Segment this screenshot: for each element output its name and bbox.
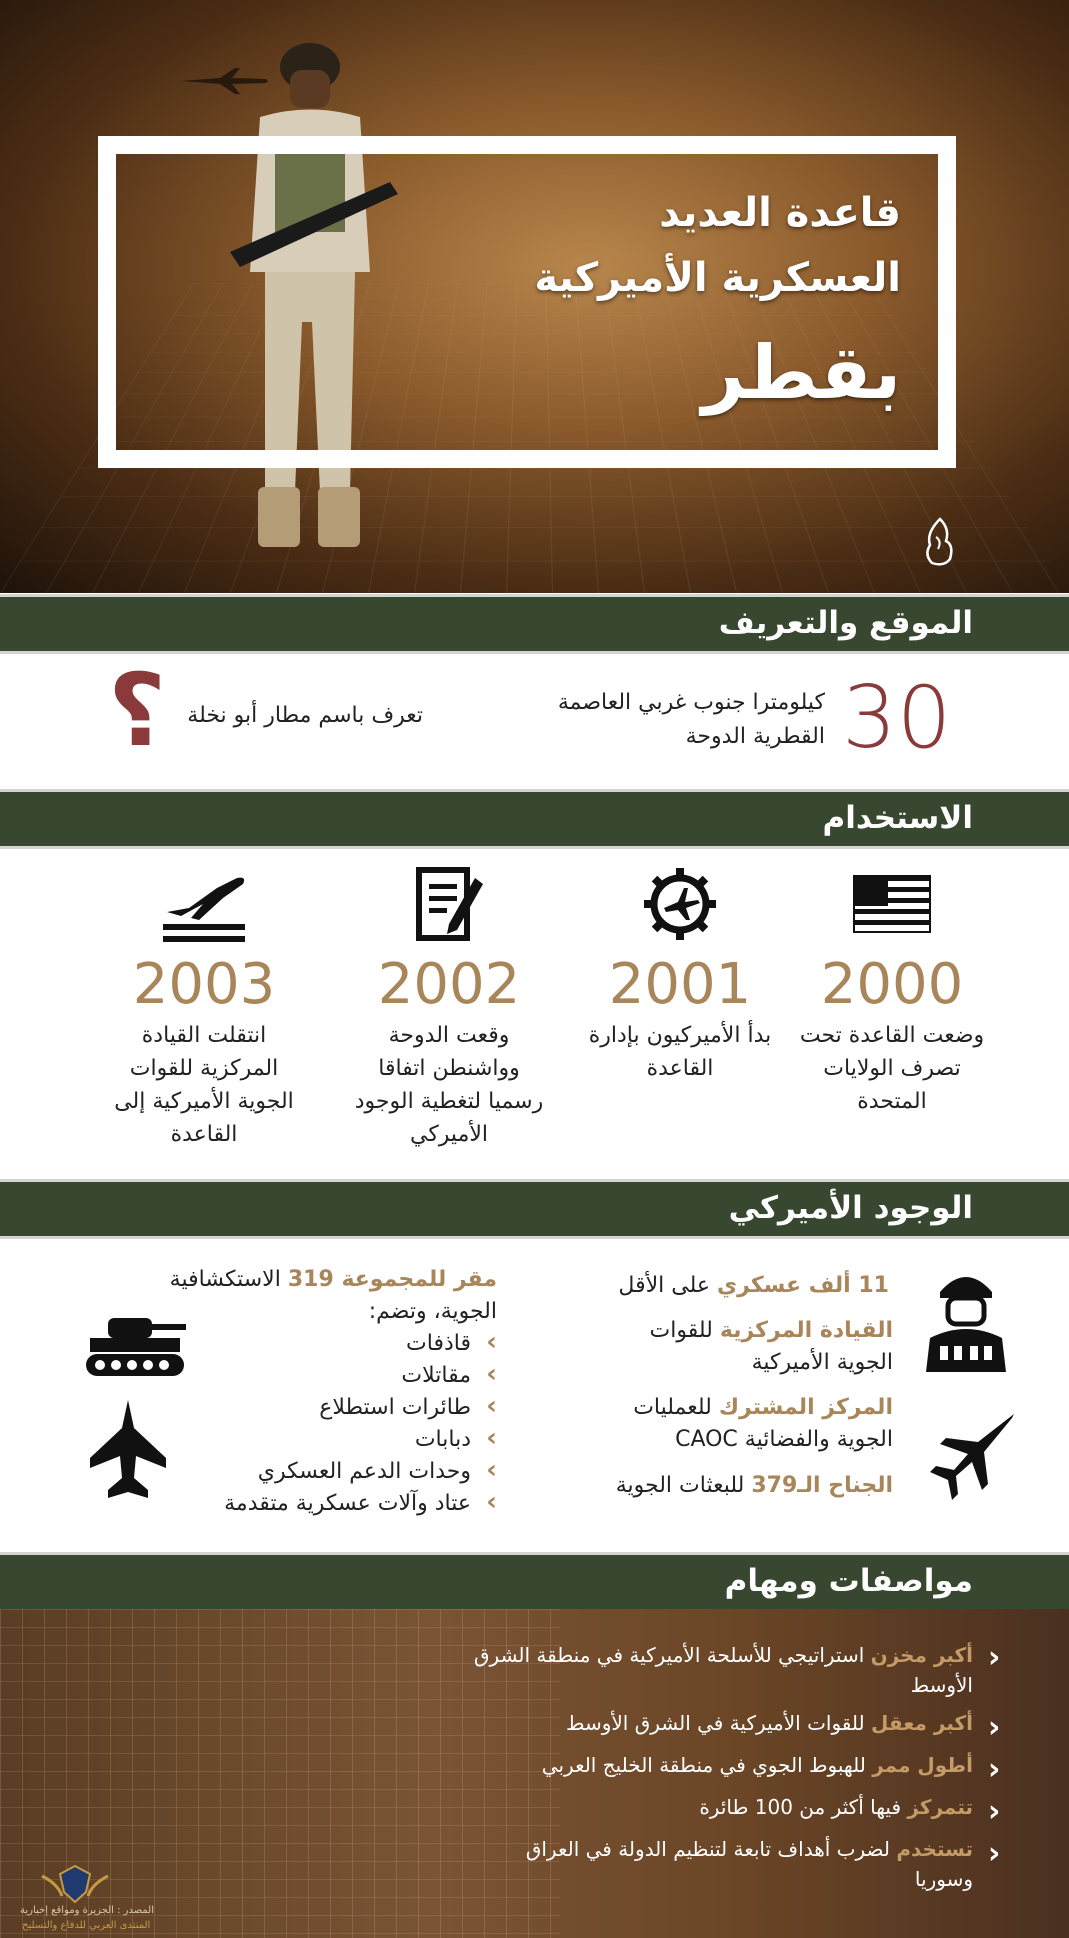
us-flag-icon	[852, 874, 932, 934]
list-item: › عتاد وآلات عسكرية متقدمة	[177, 1488, 497, 1520]
plane-takeoff-icon	[159, 864, 249, 944]
section-presence-bar	[0, 1179, 1069, 1239]
presence-hq-319: مقر للمجموعة 319 الاستكشافية الجوية، وتضم:	[169, 1267, 497, 1324]
list-item: › دبابات	[177, 1424, 497, 1456]
document-pen-icon	[409, 864, 489, 944]
usage-item-2002	[349, 860, 549, 1151]
usage-item-2003	[104, 860, 304, 1151]
list-item: › قاذفات	[177, 1328, 497, 1360]
fighter-jet-top-icon	[86, 1398, 170, 1500]
hero-title-line3: بقطر	[701, 330, 901, 416]
usage-text: انتقلت القيادة المركزية للقوات الجوية الأميركية إلى القاعدة	[114, 1023, 294, 1147]
feature-item: أطول ممر للهبوط الجوي في منطقة الخليج العربي	[541, 1753, 973, 1777]
presence-central-command: القيادة المركزية للقوات الجوية الأميركية	[649, 1318, 893, 1375]
forum-emblem-icon	[40, 1862, 110, 1906]
fighter-jet-icon	[918, 1408, 1018, 1508]
hero-banner	[0, 0, 1069, 593]
known-as-text: تعرف باسم مطار أبو نخلة	[187, 703, 423, 728]
chevron-left-icon: ‹	[988, 1710, 1001, 1745]
soldier-icon	[920, 1262, 1012, 1374]
title-frame	[98, 136, 956, 468]
chevron-left-icon: ‹	[988, 1752, 1001, 1787]
gear-plane-icon	[640, 864, 720, 944]
distance-text: كيلومترا جنوب غربي العاصمة القطرية الدوحة	[557, 690, 825, 749]
feature-item: أكبر معقل للقوات الأميركية في الشرق الأوسط	[566, 1711, 973, 1735]
section-usage-title: الاستخدام	[822, 800, 973, 836]
feature-item: تستخدم لضرب أهداف تابعة لتنظيم الدولة في العراق وسوريا	[525, 1837, 973, 1891]
equipment-list	[177, 1328, 497, 1520]
aljazeera-logo-icon	[920, 515, 960, 570]
chevron-left-icon: ‹	[988, 1640, 1001, 1675]
section-presence-title: الوجود الأميركي	[728, 1190, 973, 1226]
usage-item-2001	[580, 860, 780, 1085]
section-usage-bar	[0, 789, 1069, 849]
usage-text: وقعت الدوحة وواشنطن اتفاقا رسميا لتغطية الوجود الأميركي	[354, 1023, 544, 1147]
distance-number: 30	[842, 668, 952, 768]
section-features-bar	[0, 1552, 1069, 1612]
presence-soldiers: 11 ألف عسكري على الأقل	[618, 1273, 889, 1298]
usage-year: 2003	[132, 952, 276, 1017]
forum-watermark: المنتدى العربي للدفاع والتسليح	[22, 1920, 151, 1931]
section-features-title: مواصفات ومهام	[724, 1563, 973, 1599]
chevron-left-icon: ‹	[988, 1794, 1001, 1829]
list-item: › طائرات استطلاع	[177, 1392, 497, 1424]
usage-text: بدأ الأميركيون بإدارة القاعدة	[588, 1023, 772, 1081]
presence-wing: الجناح الـ379 للبعثات الجوية	[615, 1473, 893, 1498]
feature-item: تتمركز فيها أكثر من 100 طائرة	[699, 1795, 973, 1819]
usage-year: 2000	[820, 952, 964, 1017]
hero-title-line1: قاعدة العديد	[659, 190, 901, 236]
presence-caoc: المركز المشترك للعمليات الجوية والفضائية CAOC	[633, 1395, 893, 1452]
feature-item: أكبر مخزن استراتيجي للأسلحة الأميركية في منطقة الشرق الأوسط	[474, 1643, 973, 1697]
list-item: › وحدات الدعم العسكري	[177, 1456, 497, 1488]
usage-text: وضعت القاعدة تحت تصرف الولايات المتحدة	[799, 1023, 985, 1114]
source-text: المصدر : الجزيرة ومواقع إخبارية	[20, 1905, 155, 1916]
hero-title-line2: العسكرية الأميركية	[534, 255, 901, 301]
question-mark-icon: ؟	[108, 652, 167, 769]
chevron-left-icon: ‹	[988, 1836, 1001, 1871]
tank-icon	[84, 1310, 188, 1378]
section-location-bar	[0, 594, 1069, 654]
usage-item-2000	[792, 860, 992, 1118]
list-item: › مقاتلات	[177, 1360, 497, 1392]
usage-year: 2002	[377, 952, 521, 1017]
usage-year: 2001	[608, 952, 752, 1017]
section-location-title: الموقع والتعريف	[718, 605, 973, 641]
